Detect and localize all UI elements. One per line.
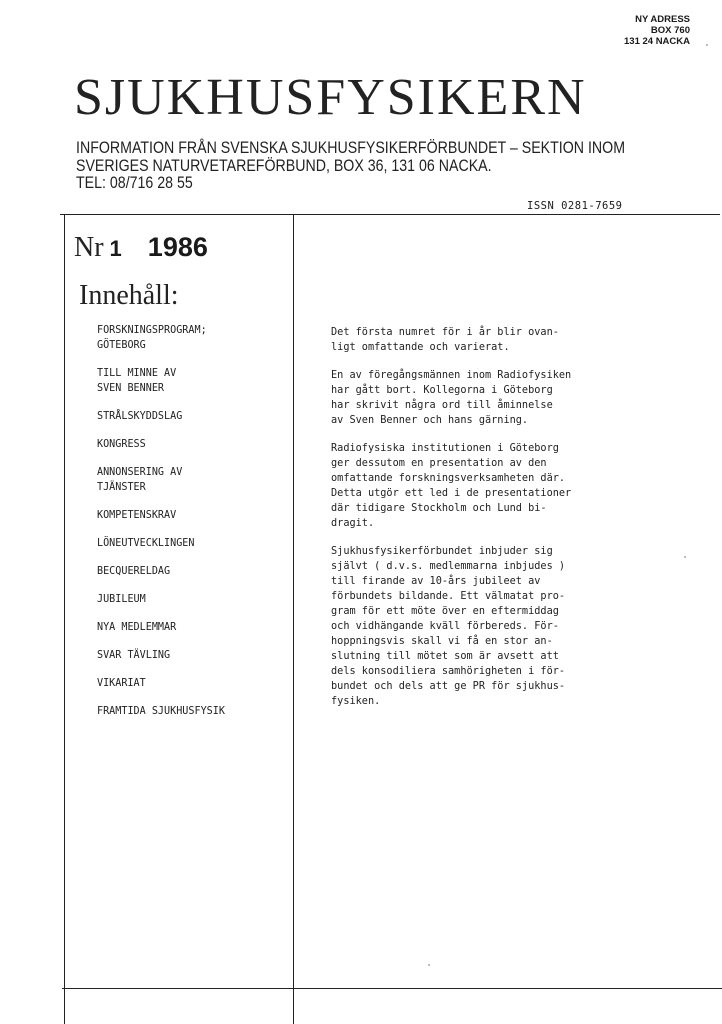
paragraph-line: hoppningsvis skall vi få en stor an- (331, 634, 553, 647)
paragraph (331, 543, 631, 708)
toc-item-line: JUBILEUM (97, 592, 146, 605)
toc-item-line: ANNONSERING AV (97, 465, 183, 478)
toc-item-line: KONGRESS (97, 437, 146, 450)
contents-heading: Innehåll: (79, 280, 179, 311)
toc-item (97, 675, 272, 690)
header-rule (60, 214, 720, 215)
new-address-box: BOX 760 (650, 25, 690, 36)
toc-item-line: GÖTEBORG (97, 338, 146, 351)
left-border-rule (64, 214, 65, 1024)
paragraph-line: till firande av 10-års jubileet av (331, 574, 541, 587)
paragraph-line: Sjukhusfysikerförbundet inbjuder sig (331, 544, 553, 557)
footer-rule (62, 988, 722, 989)
new-address-city: 131 24 NACKA (624, 36, 690, 47)
org-info-line: INFORMATION FRÅN SVENSKA SJUKHUSFYSIKERFÖRBUNDET – SEKTION INOM (76, 139, 626, 157)
issue-number-value: 1 (109, 236, 122, 261)
paragraph-line: där tidigare Stockholm och Lund bi- (331, 501, 547, 514)
toc-item (97, 365, 272, 395)
scan-speck (684, 556, 686, 558)
issue-year: 1986 (147, 232, 208, 262)
new-address-label: NY ADRESS (635, 14, 690, 25)
issn-number: ISSN 0281-7659 (527, 200, 623, 212)
toc-item-line: KOMPETENSKRAV (97, 508, 177, 521)
toc-item-line: TJÄNSTER (97, 480, 146, 493)
editorial-text (331, 324, 631, 721)
paragraph-line: bundet och dels att ge PR för sjukhus- (331, 679, 566, 692)
paragraph-line: fysiken. (331, 694, 381, 707)
paragraph-line: självt ( d.v.s. medlemmarna inbjudes ) (331, 559, 566, 572)
paragraph-line: En av föregångsmännen inom Radiofysiken (331, 368, 572, 381)
toc-item (97, 647, 272, 662)
toc-item (97, 436, 272, 451)
paragraph-line: av Sven Benner och hans gärning. (331, 413, 529, 426)
toc-item-line: LÖNEUTVECKLINGEN (97, 536, 195, 549)
toc-item (97, 703, 272, 718)
paragraph-line: har skrivit några ord till åminnelse (331, 398, 553, 411)
masthead-title: SJUKHUSFYSIKERN (74, 69, 587, 126)
paragraph-line: gram för ett möte över en eftermiddag (331, 604, 559, 617)
toc-item-line: NYA MEDLEMMAR (97, 620, 177, 633)
toc-item-line: FRAMTIDA SJUKHUSFYSIK (97, 704, 225, 717)
column-divider (293, 214, 294, 1024)
paragraph-line: dels konsodiliera samhörigheten i för- (331, 664, 566, 677)
issue-number (74, 232, 208, 264)
table-of-contents (97, 322, 287, 731)
toc-item (97, 591, 272, 606)
paragraph-line: och vidhängande kväll förbereds. För- (331, 619, 559, 632)
toc-item (97, 408, 272, 423)
paragraph-line: Radiofysiska institutionen i Göteborg (331, 441, 559, 454)
toc-item (97, 322, 272, 352)
paragraph-line: ligt omfattande och varierat. (331, 340, 510, 353)
toc-item (97, 535, 272, 550)
paragraph-line: dragit. (331, 516, 375, 529)
toc-item-line: VIKARIAT (97, 676, 146, 689)
toc-item-line: TILL MINNE AV (97, 366, 177, 379)
issue-nr-label: Nr (74, 232, 104, 263)
scan-speck (706, 44, 708, 46)
paragraph-line: förbundets bildande. Ett välmatat pro- (331, 589, 566, 602)
paragraph-line: slutning till mötet som är avsett att (331, 649, 559, 662)
organization-info (76, 139, 626, 193)
new-address-block (624, 14, 690, 47)
org-info-phone: TEL: 08/716 28 55 (76, 174, 193, 192)
paragraph (331, 440, 631, 530)
toc-item (97, 619, 272, 634)
toc-item-line: STRÅLSKYDDSLAG (97, 409, 183, 422)
scan-speck (428, 964, 430, 966)
toc-item (97, 563, 272, 578)
paragraph (331, 324, 631, 354)
paragraph (331, 367, 631, 427)
toc-item-line: SVAR TÄVLING (97, 648, 171, 661)
toc-item-line: SVEN BENNER (97, 381, 165, 394)
toc-item (97, 507, 272, 522)
paragraph-line: har gått bort. Kollegorna i Göteborg (331, 383, 553, 396)
paragraph-line: Detta utgör ett led i de presentationer (331, 486, 572, 499)
toc-item-line: FORSKNINGSPROGRAM; (97, 323, 207, 336)
toc-item-line: BECQUERELDAG (97, 564, 171, 577)
toc-item (97, 464, 272, 494)
paragraph-line: ger dessutom en presentation av den (331, 456, 547, 469)
paragraph-line: Det första numret för i år blir ovan- (331, 325, 559, 338)
org-info-line: SVERIGES NATURVETAREFÖRBUND, BOX 36, 131 06 NACKA. (76, 156, 492, 175)
paragraph-line: omfattande forskningsverksamheten där. (331, 471, 566, 484)
